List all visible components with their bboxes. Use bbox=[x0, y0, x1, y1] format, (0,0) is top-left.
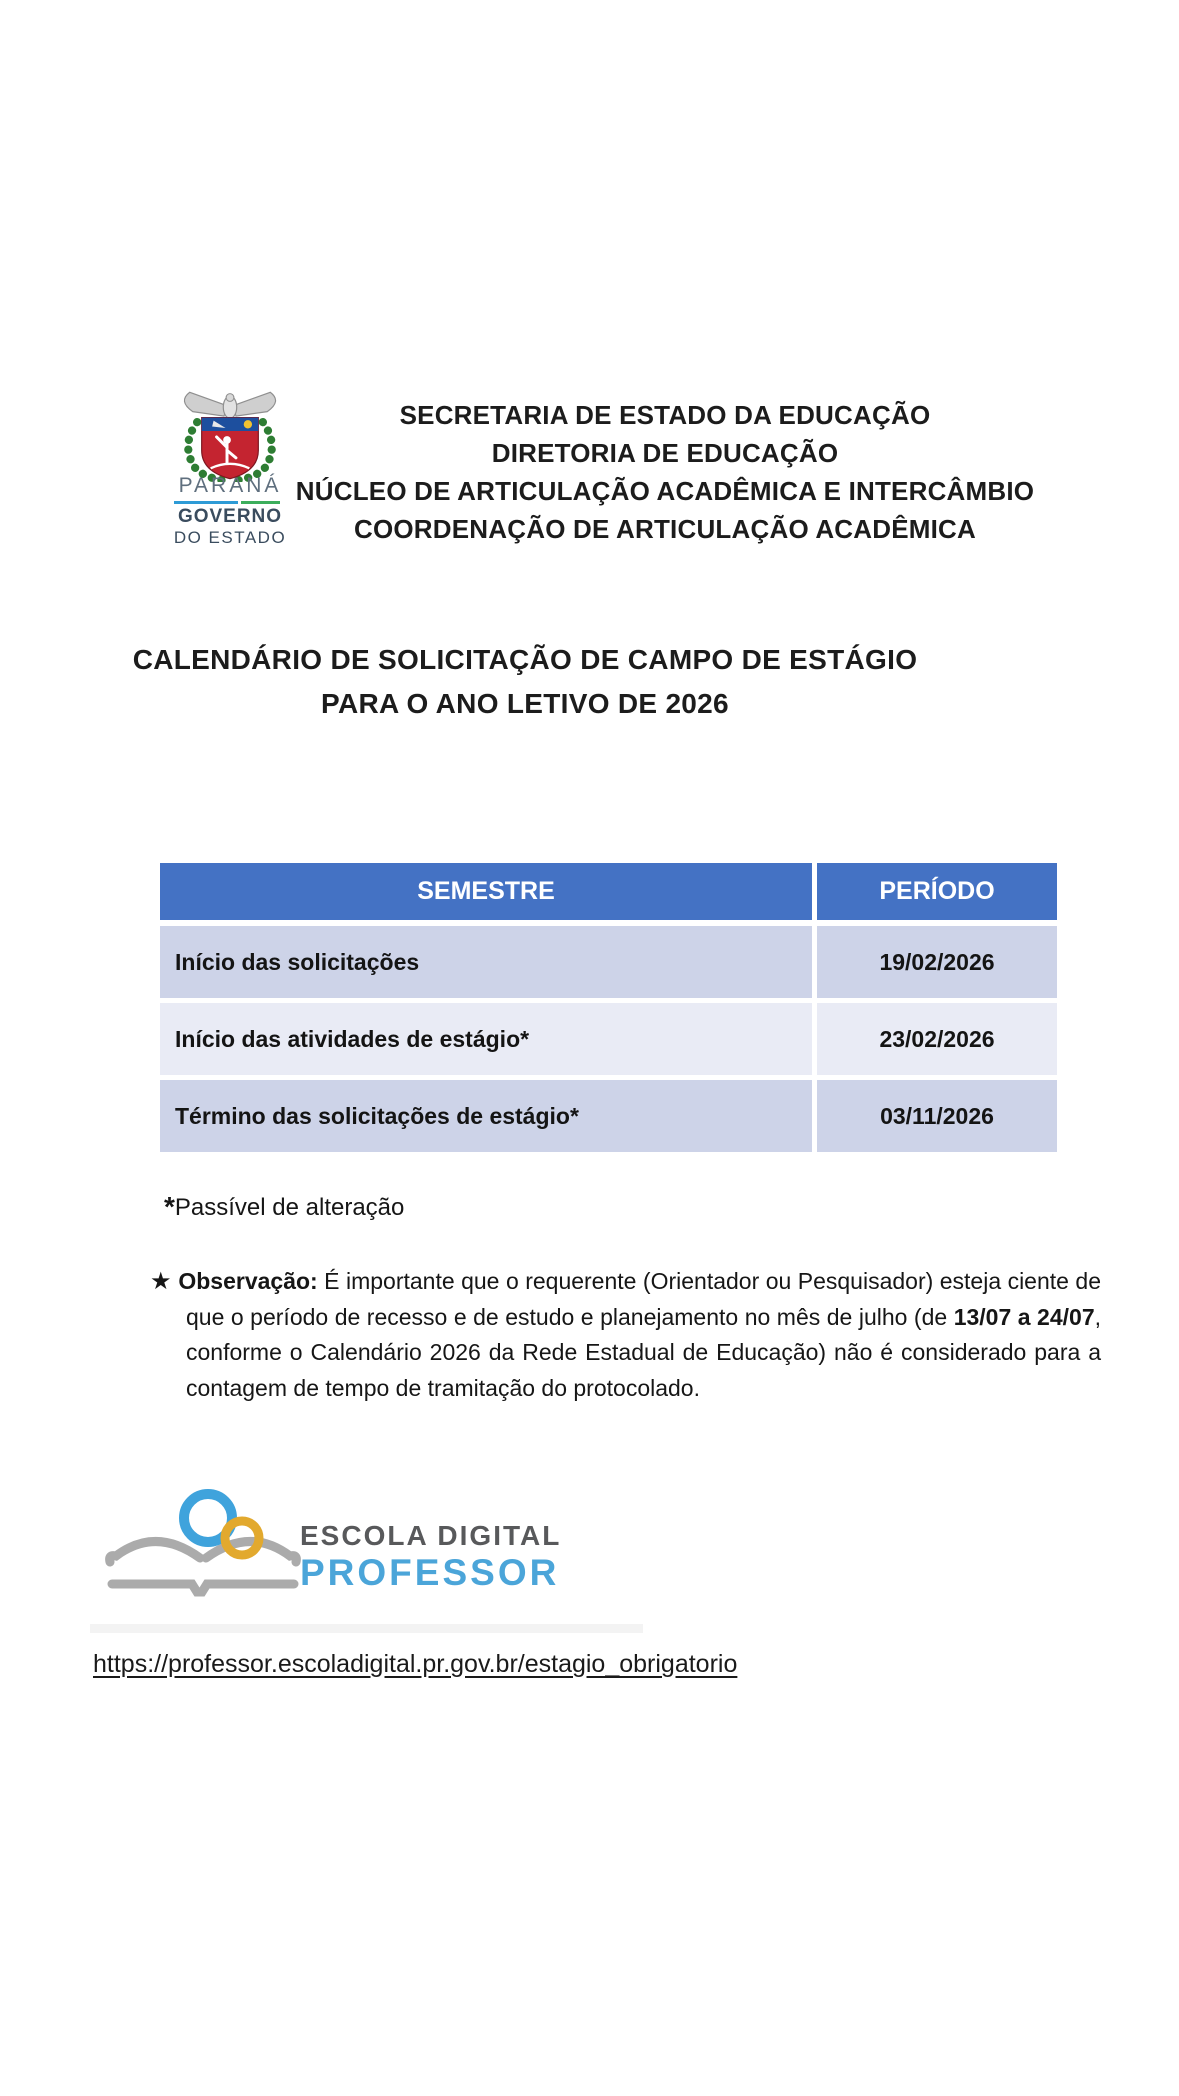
open-book-icon bbox=[110, 1541, 297, 1592]
row-date: 03/11/2026 bbox=[817, 1080, 1057, 1152]
footnote-text: Passível de alteração bbox=[174, 1194, 405, 1221]
parana-logo-governo: GOVERNO bbox=[177, 506, 283, 527]
observation-paragraph bbox=[150, 1264, 1101, 1406]
brand-underline-band bbox=[90, 1624, 643, 1633]
table-row bbox=[160, 926, 1057, 998]
brand-professor: PROFESSOR bbox=[300, 1552, 560, 1593]
row-label: Início das atividades de estágio* bbox=[160, 1003, 812, 1075]
org-header bbox=[250, 396, 1080, 548]
title-line-1: CALENDÁRIO DE SOLICITAÇÃO DE CAMPO DE ESTÁGIO bbox=[132, 644, 918, 675]
parana-logo-state-name: PARANÁ bbox=[178, 474, 282, 497]
table-row bbox=[160, 1080, 1057, 1152]
row-date: 19/02/2026 bbox=[817, 926, 1057, 998]
org-line-diretoria: DIRETORIA DE EDUCAÇÃO bbox=[491, 438, 839, 468]
calendar-table bbox=[160, 863, 1057, 1157]
row-label: Término das solicitações de estágio* bbox=[160, 1080, 812, 1152]
escola-digital-logo-icon bbox=[96, 1488, 310, 1614]
parana-logo-do-estado: DO ESTADO bbox=[173, 528, 287, 547]
divider-blue-segment bbox=[174, 501, 238, 504]
row-label: Início das solicitações bbox=[160, 926, 812, 998]
page-title bbox=[0, 638, 1050, 726]
observation-dates: 13/07 a 24/07 bbox=[953, 1303, 1095, 1330]
row-date: 23/02/2026 bbox=[817, 1003, 1057, 1075]
org-line-secretaria: SECRETARIA DE ESTADO DA EDUCAÇÃO bbox=[399, 400, 931, 430]
observation-text-1: É importante que o requerente (Orientador ou Pesquisador) esteja ciente de que o período de recesso e de estudo e planejamento no mês de julho (de bbox=[186, 1268, 1101, 1330]
table-header-row bbox=[160, 863, 1057, 920]
org-line-nucleo: NÚCLEO DE ARTICULAÇÃO ACADÊMICA E INTERCÂMBIO bbox=[295, 476, 1035, 506]
estagio-link[interactable]: https://professor.escoladigital.pr.gov.br/estagio_obrigatorio bbox=[93, 1650, 738, 1678]
column-header-semestre: SEMESTRE bbox=[160, 863, 812, 920]
table-row bbox=[160, 1003, 1057, 1075]
star-icon: ★ bbox=[150, 1268, 179, 1295]
column-header-periodo: PERÍODO bbox=[817, 863, 1057, 920]
footnote-asterisk: * bbox=[164, 1191, 175, 1222]
observation-text-2: , conforme o Calendário 2026 da Rede Estadual de Educação) não é considerado para a contagem de tempo de tramitação do protocolado. bbox=[186, 1303, 1101, 1401]
footnote bbox=[164, 1190, 404, 1222]
org-line-coordenacao: COORDENAÇÃO DE ARTICULAÇÃO ACADÊMICA bbox=[353, 514, 977, 544]
brand-escola-digital: ESCOLA DIGITAL bbox=[300, 1520, 562, 1551]
title-line-2: PARA O ANO LETIVO DE 2026 bbox=[321, 688, 729, 719]
observation-label: Observação: bbox=[178, 1268, 318, 1294]
